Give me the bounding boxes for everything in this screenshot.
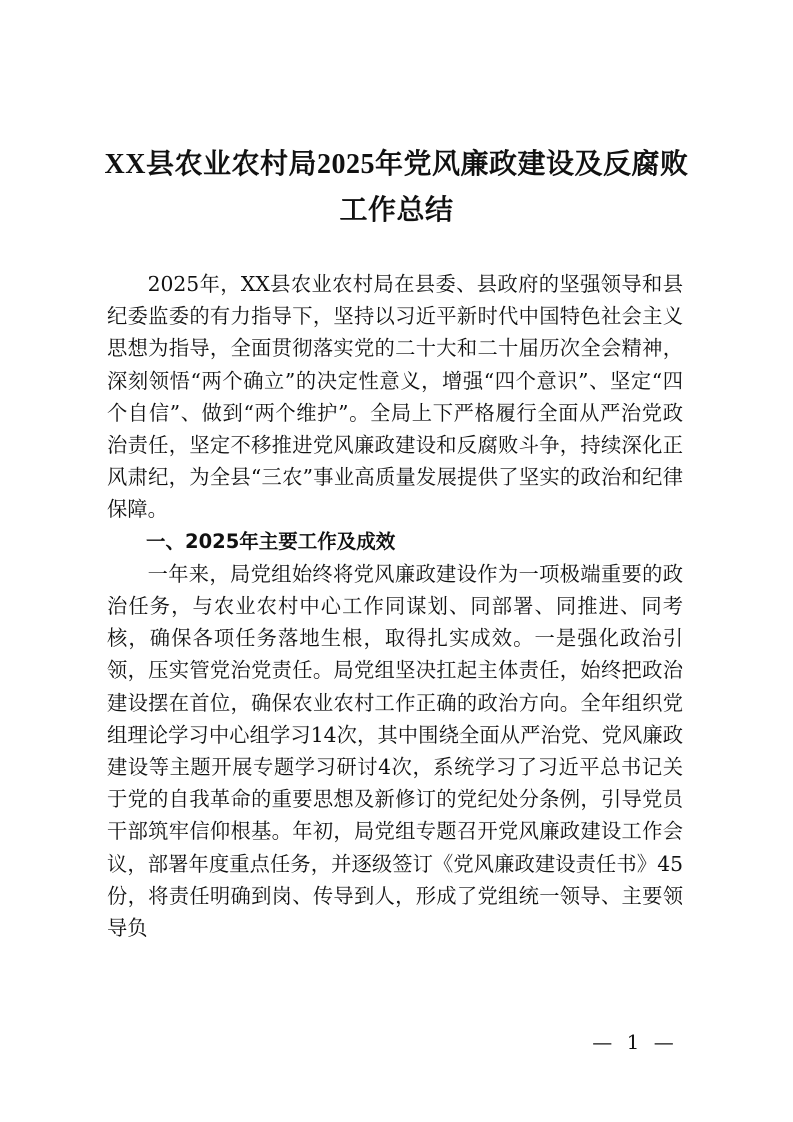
page-number: — 1 — xyxy=(592,1030,678,1054)
section-paragraph: 一年来，局党组始终将党风廉政建设作为一项极端重要的政治任务，与农业农村中心工作同谋划、同部署、同推进、同考核，确保各项任务落地生根，取得扎实成效。一是强化政治引领，压实管党治党责任。局党组坚决扛起主体责任，始终把政治建设摆在首位，确保农业农村工作正确的政治方向。全年组织党组理论学习中心组学习14次，其中围绕全面从严治党、党风廉政建设等主题开展专题学习研讨4次，系统学习了习近平总书记关于党的自我革命的重要思想及新修订的党纪处分条例，引导党员干部筑牢信仰根基。年初，局党组专题召开党风廉政建设工作会议，部署年度重点任务，并逐级签订《党风廉政建设责任书》45份，将责任明确到岗、传导到人，形成了党组统一领导、主要领导负 xyxy=(107,561,683,941)
document-title: XX县农业农村局2025年党风廉政建设及反腐败工作总结 xyxy=(104,149,689,226)
section-heading: 一、2025年主要工作及成效 xyxy=(146,529,396,553)
document-body xyxy=(107,268,683,944)
intro-paragraph: 2025年，XX县农业农村局在县委、县政府的坚强领导和县纪委监委的有力指导下，坚持以习近平新时代中国特色社会主义思想为指导，全面贯彻落实党的二十大和二十届历次全会精神，深刻领悟“两个确立”的决定性意义，增强“四个意识”、坚定“四个自信”、做到“两个维护”。全局上下严格履行全面从严治党政治责任，坚定不移推进党风廉政建设和反腐败斗争，持续深化正风肃纪，为全县“三农”事业高质量发展提供了坚实的政治和纪律保障。 xyxy=(107,272,683,522)
